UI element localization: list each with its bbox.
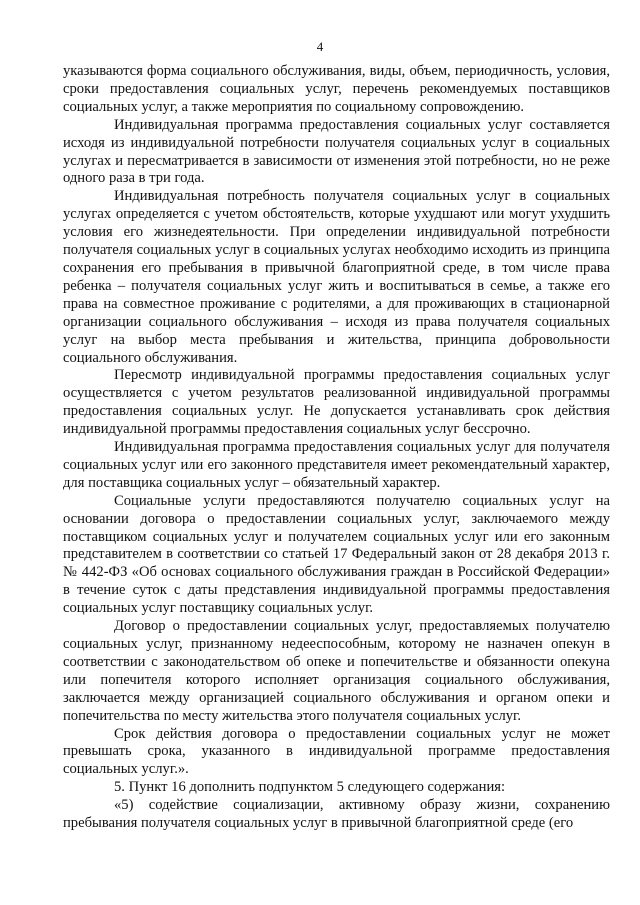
- paragraph-services-contract: Социальные услуги предоставляются получателю социальных услуг на основании договора о предоставлении социальных услуг, заключаемого между поставщиком социальных услуг и получателем социальных услуг или его законным представителем в соответствии со статьей 17 Федеральный закон от 28 декабря 2013 г. № 442-ФЗ «Об основах социального обслуживания граждан в Российской Федерации» в течение суток с даты представления индивидуальной программы предоставления социальных услуг поставщику социальных услуг.: [63, 492, 610, 617]
- paragraph-incapacitated-contract: Договор о предоставлении социальных услуг, предоставляемых получателю социальных услуг, признанному недееспособным, которому не назначен опекун в соответствии с законодательством об опеке и попечительстве и обязанности опекуна или попечителя которого исполняет организация социального обслуживания, заключается между организацией социального обслуживания и органом опеки и попечительства по месту жительства этого получателя социальных услуг.: [63, 618, 610, 724]
- paragraph-individual-program: Индивидуальная программа предоставления социальных услуг составляется исходя из индивидуальной потребности получателя социальных услуг в социальных услугах и пересматривается в зависимости от изменения этой потребности, но не реже одного раза в три года.: [63, 116, 610, 187]
- document-body: [63, 63, 610, 833]
- paragraph-continuation: указываются форма социального обслуживания, виды, объем, периодичность, условия, сроки предоставления социальных услуг, перечень рекомендуемых поставщиков социальных услуг, а также мероприятия по социальному сопровождению.: [63, 63, 610, 115]
- paragraph-individual-need: Индивидуальная потребность получателя социальных услуг в социальных услугах определяется с учетом обстоятельств, которые ухудшают или могут ухудшить условия его жизнедеятельности. При определении индивидуальной потребности получателя социальных услуг в социальных услугах необходимо исходить из принципа сохранения его пребывания в привычной благоприятной среде, в том числе права ребенка – получателя социальных услуг жить и воспитываться в семье, а также его права на совместное проживание с родителями, а для проживающих в стационарной организации социального обслуживания – исходя из права получателя социальных услуг на выбор места пребывания и жительства, принципа добровольности социального обслуживания.: [63, 188, 610, 366]
- paragraph-item-16: 5. Пункт 16 дополнить подпунктом 5 следующего содержания:: [114, 779, 506, 796]
- paragraph-contract-term: Срок действия договора о предоставлении социальных услуг не может превышать срока, указанного в индивидуальной программе предоставления социальных услуг.».: [63, 725, 610, 778]
- paragraph-program-character: Индивидуальная программа предоставления социальных услуг для получателя социальных услуг или его законного представителя имеет рекомендательный характер, для поставщика социальных услуг – обязательный характер.: [63, 439, 610, 491]
- paragraph-program-review: Пересмотр индивидуальной программы предоставления социальных услуг осуществляется с учетом результатов реализованной индивидуальной программы предоставления социальных услуг. Не допускается устанавливать срок действия индивидуальной программы предоставления социальных услуг бессрочно.: [63, 367, 610, 438]
- paragraph-subitem-5: «5) содействие социализации, активному образу жизни, сохранению пребывания получателя социальных услуг в привычной благоприятной среде (его: [63, 797, 610, 832]
- page-number: 4: [316, 39, 324, 54]
